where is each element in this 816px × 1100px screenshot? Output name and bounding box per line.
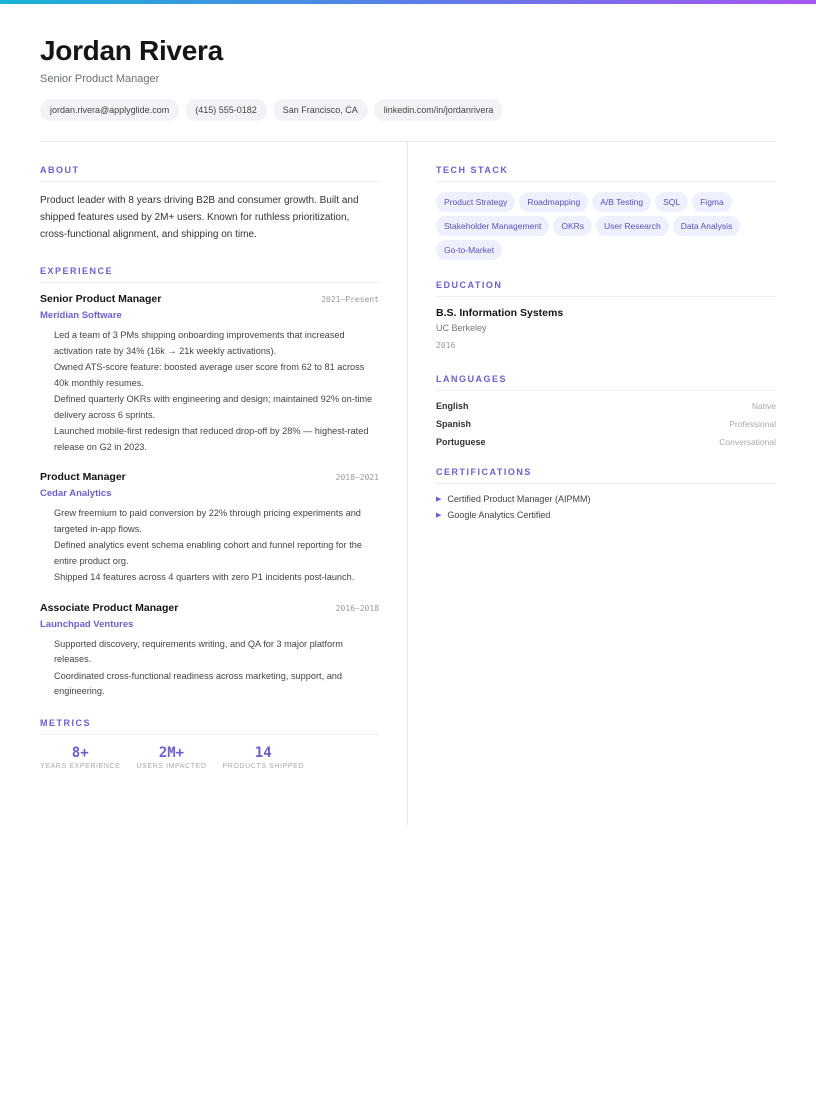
language-row: [436, 401, 776, 411]
skill-tag: SQL: [655, 192, 688, 212]
company-name: Cedar Analytics: [40, 488, 112, 499]
metric-label: YEARS EXPERIENCE: [40, 762, 121, 770]
job-dates: 2021–Present: [321, 295, 379, 304]
language-name: Portuguese: [436, 437, 486, 447]
certification-name: Certified Product Manager (AIPMM): [447, 494, 591, 504]
resume-header: [40, 4, 776, 142]
job-bullet: Led a team of 3 PMs shipping onboarding improvements that increased activation rate by 34% (16k → 21k weekly activations).: [54, 330, 345, 356]
certification-item: [436, 494, 776, 504]
job-entry: [40, 602, 379, 700]
job-bullet: Shipped 14 features across 4 quarters with zero P1 incidents post-launch.: [54, 572, 355, 582]
degree: B.S. Information Systems: [436, 307, 564, 319]
metric-label: PRODUCTS SHIPPED: [222, 762, 305, 770]
metric-item: [136, 745, 206, 770]
job-bullet: Coordinated cross-functional readiness across marketing, support, and engineering.: [54, 670, 343, 696]
section-heading: TECH STACK: [436, 165, 776, 182]
skill-tag: Roadmapping: [519, 192, 588, 212]
skill-tag: Go-to-Market: [436, 240, 502, 260]
job-bullet: Launched mobile-first redesign that reduced drop-off by 28% — highest-rated release on G2 in 2023.: [54, 426, 369, 452]
language-row: [436, 419, 776, 429]
language-row: [436, 437, 776, 447]
language-level: Native: [751, 401, 776, 411]
contact-phone[interactable]: (415) 555-0182: [185, 99, 267, 121]
metric-item: [40, 745, 120, 770]
bullet-triangle-icon: ▶: [436, 496, 442, 503]
metric-value: 8+: [71, 744, 89, 761]
job-bullet: Grew freemium to paid conversion by 22% through pricing experiments and targeted in-app flows.: [54, 508, 361, 534]
metric-item: [223, 745, 305, 770]
left-column: [40, 142, 408, 825]
about-section: [40, 165, 379, 243]
section-heading: CERTIFICATIONS: [436, 467, 776, 484]
job-bullet: Defined analytics event schema enabling cohort and funnel reporting for the entire product org.: [54, 540, 362, 566]
school: UC Berkeley: [436, 323, 487, 333]
metric-label: USERS IMPACTED: [136, 762, 207, 770]
candidate-title: Senior Product Manager: [40, 73, 160, 85]
section-heading: EDUCATION: [436, 280, 776, 297]
right-column: [408, 142, 776, 825]
contact-location: San Francisco, CA: [273, 99, 368, 121]
job-header: [40, 471, 379, 483]
job-entry: [40, 293, 379, 455]
skill-tag: Data Analysis: [673, 216, 741, 236]
job-header: [40, 293, 379, 305]
graduation-year: 2016: [436, 341, 456, 350]
contact-email[interactable]: jordan.rivera@applyglide.com: [40, 99, 179, 121]
education-section: [436, 280, 776, 350]
job-title: Product Manager: [40, 471, 126, 483]
skill-tag: Stakeholder Management: [436, 216, 549, 236]
language-name: English: [436, 401, 469, 411]
section-heading: EXPERIENCE: [40, 266, 379, 283]
metric-value: 14: [254, 744, 272, 761]
job-header: [40, 602, 379, 614]
company-name: Meridian Software: [40, 310, 122, 321]
job-dates: 2018–2021: [335, 473, 379, 482]
company-name: Launchpad Ventures: [40, 618, 134, 630]
job-bullet: Supported discovery, requirements writing, and QA for 3 major platform releases.: [54, 638, 343, 664]
metric-value: 2M+: [158, 744, 185, 761]
certifications-section: [436, 467, 776, 520]
bullet-triangle-icon: ▶: [436, 512, 442, 519]
skill-tag: Figma: [692, 192, 732, 212]
skill-tag: User Research: [596, 216, 669, 236]
experience-section: [40, 266, 379, 700]
section-heading: ABOUT: [40, 165, 379, 182]
job-dates: 2016–2018: [335, 603, 379, 613]
job-bullet: Defined quarterly OKRs with engineering and design; maintained 92% on-time delivery across 6 sprints.: [54, 394, 373, 420]
tech-stack-section: [436, 165, 776, 260]
language-level: Professional: [729, 419, 776, 429]
certification-name: Google Analytics Certified: [447, 510, 551, 520]
languages-section: [436, 374, 776, 447]
contact-list: [40, 99, 776, 121]
skill-tag: A/B Testing: [592, 192, 651, 212]
language-name: Spanish: [436, 419, 472, 429]
metrics-section: [40, 718, 379, 770]
job-title: Senior Product Manager: [40, 293, 162, 305]
about-text: Product leader with 8 years driving B2B and consumer growth. Built and shipped features used by 2M+ users. Known for ruthless prioritization, cross-functional alignment, and shipping on time.: [40, 195, 359, 240]
job-bullet: Owned ATS-score feature: boosted average user score from 62 to 81 across 40k monthly resumes.: [54, 362, 365, 388]
section-heading: LANGUAGES: [436, 374, 776, 391]
contact-linkedin[interactable]: linkedin.com/in/jordanrivera: [374, 99, 504, 121]
section-heading: METRICS: [40, 718, 379, 735]
candidate-name: Jordan Rivera: [40, 35, 223, 66]
job-entry: [40, 471, 379, 586]
skill-tag: OKRs: [553, 216, 592, 236]
skill-tag: Product Strategy: [436, 192, 515, 212]
job-title: Associate Product Manager: [40, 601, 179, 614]
language-level: Conversational: [719, 437, 776, 447]
certification-item: [436, 510, 776, 520]
